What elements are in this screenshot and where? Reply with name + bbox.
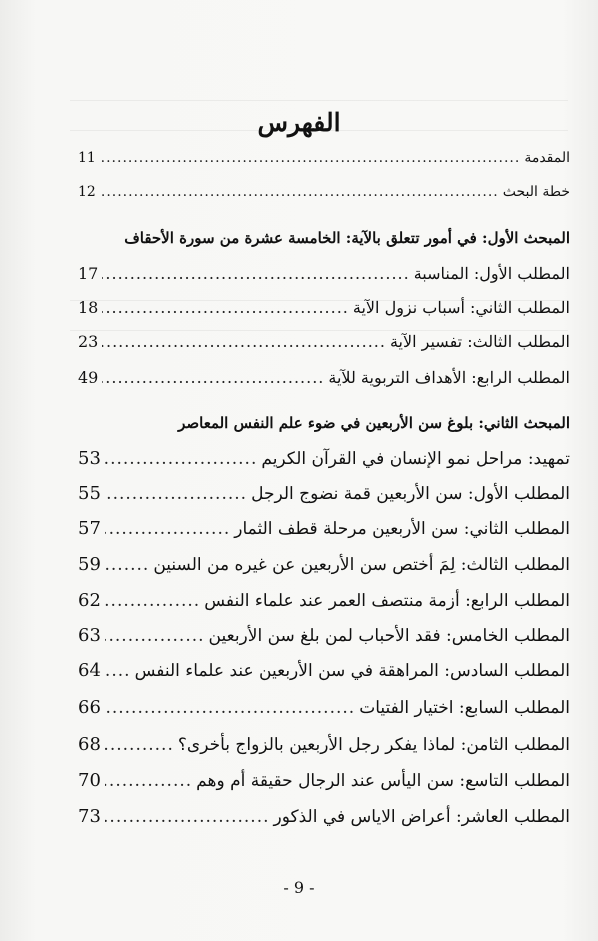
toc-entry [78,660,570,681]
toc-leader-dots [105,449,257,469]
toc-entry [78,264,570,283]
section-heading: المبحث الأول: في أمور تتعلق بالآية: الخامسة عشرة من سورة الأحقاف [124,229,570,247]
toc-entry-page: 11 [78,150,96,166]
toc-leader-dots [105,555,149,575]
bleed-through-line [70,330,568,331]
toc-entry-label: المطلب الأول: المناسبة [413,264,570,283]
toc-entry-label: خطة البحث [502,184,570,200]
toc-entry [78,184,570,200]
toc-entry-page: 12 [78,184,96,200]
toc-entry [78,770,570,791]
toc-leader-dots [105,484,247,504]
toc-entry-page: 17 [78,264,99,283]
toc-entry-page: 70 [78,770,101,791]
toc-leader-dots [105,626,205,646]
toc-entry [78,298,570,317]
toc-entry-label: تمهيد: مراحل نمو الإنسان في القرآن الكريم [261,449,570,469]
toc-entry-page: 66 [78,697,101,718]
toc-entry [78,518,570,539]
bleed-through-line [70,100,568,101]
toc-entry-page: 57 [78,518,101,539]
toc-leader-dots [102,264,409,283]
toc-entry-label: المطلب الثامن: لماذا يفكر رجل الأربعين بالزواج بأخرى؟ [177,735,570,755]
toc-entry [78,448,570,469]
toc-entry [78,150,570,166]
toc-entry-page: 55 [78,483,101,504]
toc-entry-label: المطلب الثالث: تفسير الآية [389,332,570,351]
toc-entry-label: المطلب السادس: المراهقة في سن الأربعين عند علماء النفس [134,661,570,681]
toc-leader-dots [105,661,131,681]
toc-entry-page: 23 [78,332,99,351]
toc-entry [78,734,570,755]
section-heading: المبحث الثاني: بلوغ سن الأربعين في ضوء علم النفس المعاصر [178,414,570,432]
toc-entry-label: المطلب الأول: سن الأربعين قمة نضوج الرجل [251,484,570,504]
toc-entry-page: 68 [78,734,101,755]
toc-leader-dots [105,519,230,539]
toc-entry-page: 63 [78,625,101,646]
toc-leader-dots [100,184,499,200]
toc-entry-label: المطلب التاسع: سن اليأس عند الرجال حقيقة أم وهم [196,771,570,791]
toc-entry-label: المطلب الثاني: أسباب نزول الآية [352,298,570,317]
toc-entry-label: المطلب الرابع: أزمة منتصف العمر عند علماء النفس [204,591,570,611]
toc-entry-label: المطلب السابع: اختيار الفتيات [359,698,570,718]
toc-leader-dots [105,698,355,718]
toc-entry-label: المطلب الثاني: سن الأربعين مرحلة قطف الثمار [234,519,570,539]
toc-entry-page: 59 [78,554,101,575]
toc-entry [78,483,570,504]
toc-entry-page: 62 [78,590,101,611]
toc-entry-page: 64 [78,660,101,681]
toc-entry-label: المطلب الخامس: فقد الأحباب لمن بلغ سن الأربعين [208,626,570,646]
toc-entry-label: المقدمة [524,150,570,166]
toc-entry-label: المطلب العاشر: أعراض الاياس في الذكور [273,807,570,827]
toc-leader-dots [105,771,192,791]
toc-entry [78,590,570,611]
toc-entry-page: 73 [78,806,101,827]
toc-entry-label: المطلب الرابع: الأهداف التربوية للآية [328,368,570,387]
toc-entry [78,368,570,387]
toc-leader-dots [105,735,174,755]
toc-leader-dots [105,591,200,611]
toc-entry [78,806,570,827]
toc-entry [78,332,570,351]
toc-entry [78,625,570,646]
toc-leader-dots [100,150,520,166]
page-number-footer: - 9 - [283,878,315,897]
toc-leader-dots [102,332,386,351]
toc-leader-dots [102,298,349,317]
toc-entry [78,697,570,718]
page-title: الفهرس [257,108,341,137]
toc-entry [78,554,570,575]
toc-entry-page: 18 [78,298,99,317]
toc-entry-label: المطلب الثالث: لِمَ أختص سن الأربعين عن غيره من السنين [153,555,570,575]
toc-leader-dots [105,807,270,827]
toc-leader-dots [102,368,324,387]
toc-entry-page: 49 [78,368,99,387]
toc-entry-page: 53 [78,448,101,469]
